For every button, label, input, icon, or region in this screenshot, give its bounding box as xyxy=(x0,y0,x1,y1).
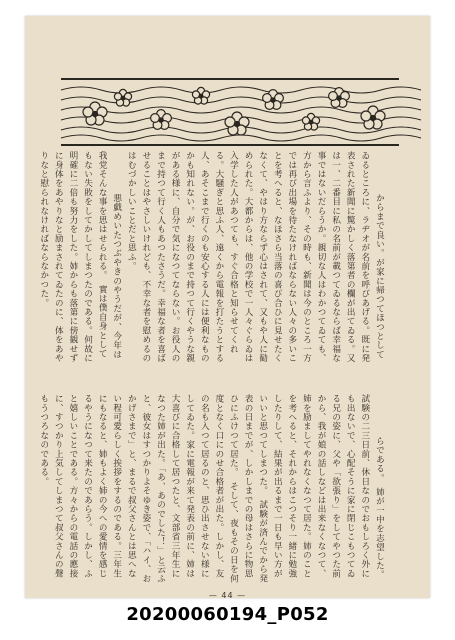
cherry-blossom-illustration xyxy=(61,80,399,144)
upper-text-block xyxy=(38,151,401,366)
lower-text-block xyxy=(38,394,401,586)
lower-paragraph: らである。 姉が一中を志望した。試験の二三日前、休日なのでおもしろく外にも出ないで、心配そうに家に閉じこもつてゐる兄の姿に、父や「欲張り」をしてやつた前から、我が娘の話しなどは出来なくなつて、姉を励ましてやれなくなつて居た。姉のことを考へると、それからはこつそり一緒に勉強したりして、結果が出るまで一日も早い方がいいと思つてしまつた。 試験が済んでから発表の日までが、しかしまでの母はさらに物思ひにふけつて居た。 そして、夜もその日を何度となく口にのせ合格者が出た。しかし、友の名も入つて居るのと、思ひ出させない様にしてゐた。家に電報が来て発表の前に、姉は大喜びに合格して居つたと、文部省三年生になつた姉が出た。「あ、あのでした！」と云ふと、彼女はすつかりよそゆき姿で、「ハイ、おかげさまで」と、まるで叔父さんとは思へない程可愛らしく挨拶をするのである。三年生にもなると、姉もよく姉の今への愛情を感じるやうになつて来たのであらう。しかし、ふと嬉しいことである。方々からの電話の應接に、すつかり上気してしまつて叔父さんの聲もうつろなのである。 xyxy=(38,394,385,583)
upper-paragraph: からまで良い。が家に帰つてほつとしてゐるところに、ラヂオが名前を呼びあげる。既に発表された新聞に驚かしく落第者の欄が出てゐる。又は一、二番目に私の名前が載つてゐるならば幸福な事ではないだらうか。親切な人はわかつてゐても、方から言ふより、その時も、新聞は今のところ一方では再び出場を待たなければならない人々の多いことを考へると、なほさら当落の喜び合ひに見せたくなくて、やはり方ならず心はされて、又もや人に勧められた。大都からは、他の学校で一人々ぐらゐは入学した人があつても、すぐ合格と知らせてくれる。大騒ぎと思ふ人、遠くから電報を打たうとする人、あそこまで行くのも安心する人には便利なものかも知れない。が、お役のまで持つて行くやうな親がある様に、自分で気になつてならない。お役人のまで持つて行く人もあつたさうだ。幸福な者を喜ばせることはやさしいけれども、不幸な者を慰めるのはむづかしいことだと思ふ。 xyxy=(126,151,385,363)
page-number: — 44 — xyxy=(208,591,247,600)
document-page xyxy=(25,16,430,598)
decorative-banner xyxy=(61,78,399,146)
middle-paragraph: 悪戯めいたつぶやきのやうだが、今年は我党そんな事を思はせられる。 實は僕自身としてもない失敗をしてかしてしまつたのである。何故に明確に二倍も努力をした。姉からも落第に傍観せずに身体をあやりなと励まされてゐたのに、体をあやりなと慰られなければならなかつた。 xyxy=(38,151,122,363)
image-id-caption: 20200060194_P052 xyxy=(126,604,329,625)
